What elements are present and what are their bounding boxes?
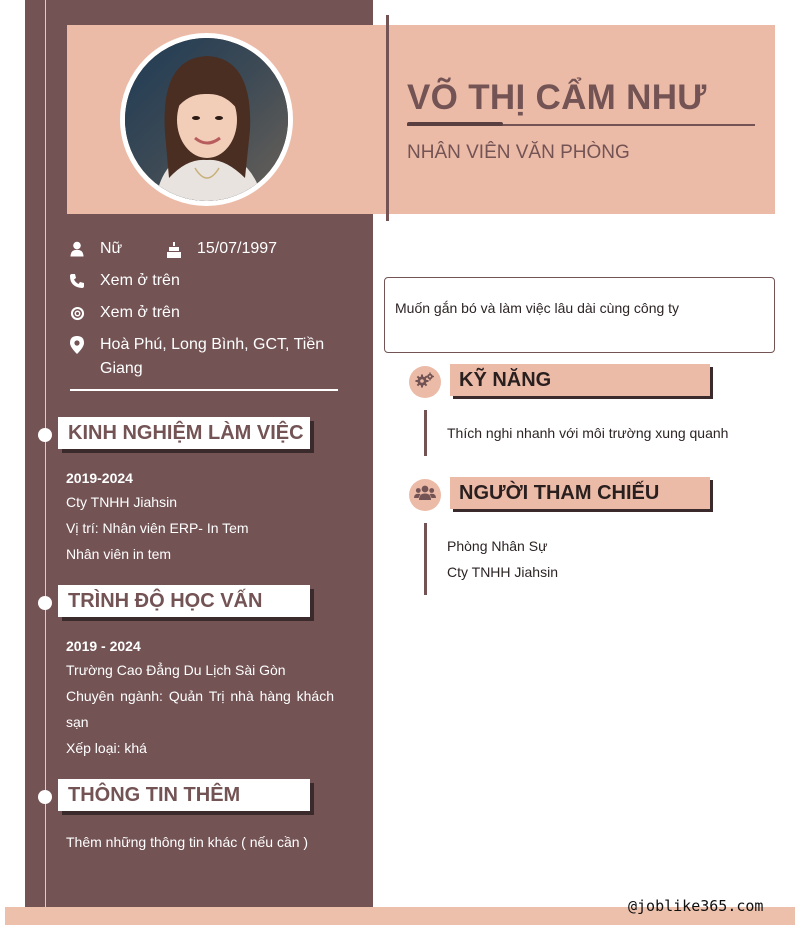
phone-value: Xem ở trên <box>100 272 180 289</box>
birthday-row <box>165 237 277 261</box>
skills-icon-badge <box>409 366 441 398</box>
watermark: @joblike365.com <box>628 897 764 915</box>
contact-divider <box>70 389 338 391</box>
objective-box <box>384 277 775 353</box>
users-icon <box>414 485 436 506</box>
experience-detail: Nhân viên in tem <box>66 546 172 562</box>
gears-icon <box>415 372 435 393</box>
map-pin-icon <box>68 333 86 357</box>
education-school: Trường Cao Đẳng Du Lịch Sài Gòn <box>66 662 286 678</box>
experience-position: Vị trí: Nhân viên ERP- In Tem <box>66 520 249 536</box>
skills-vertical-line <box>424 410 427 456</box>
experience-block <box>66 465 334 567</box>
references-line-1: Phòng Nhân Sự <box>447 538 548 554</box>
job-title: NHÂN VIÊN VĂN PHÒNG <box>407 142 630 163</box>
skills-item: Thích nghi nhanh với môi trường xung quanh <box>447 425 729 441</box>
phone-icon <box>68 269 86 293</box>
experience-period: 2019-2024 <box>66 470 133 486</box>
email-row <box>68 301 180 325</box>
references-vertical-line <box>424 523 427 595</box>
education-rank: Xếp loại: khá <box>66 740 147 756</box>
education-major: Chuyên ngành: Quản Trị nhà hàng khách sạn <box>66 688 334 730</box>
avatar <box>120 33 293 206</box>
header-divider <box>386 15 389 221</box>
experience-heading: KINH NGHIỆM LÀM VIỆC <box>58 417 310 449</box>
address-row <box>68 333 328 381</box>
education-heading: TRÌNH ĐỘ HỌC VẤN <box>58 585 310 617</box>
extra-heading: THÔNG TIN THÊM <box>58 779 310 811</box>
education-block <box>66 633 334 761</box>
address-value: Hoà Phú, Long Bình, GCT, Tiền Giang <box>100 336 325 377</box>
birthday-value: 15/07/1997 <box>197 240 278 257</box>
skills-heading: KỸ NĂNG <box>450 364 710 396</box>
at-icon <box>68 301 86 325</box>
cake-icon <box>165 237 183 261</box>
email-value: Xem ở trên <box>100 304 180 321</box>
experience-company: Cty TNHH Jiahsin <box>66 494 177 510</box>
education-period: 2019 - 2024 <box>66 638 141 654</box>
user-icon <box>68 237 86 261</box>
extra-text: Thêm những thông tin khác ( nếu cần ) <box>66 834 309 850</box>
experience-timeline-dot <box>38 428 52 442</box>
gender-row <box>68 237 122 261</box>
objective-text: Muốn gắn bó và làm việc lâu dài cùng công ty <box>395 300 680 316</box>
references-line-2: Cty TNHH Jiahsin <box>447 564 558 580</box>
sidebar-timeline-line <box>45 0 46 925</box>
candidate-name: VÕ THỊ CẨM NHƯ <box>407 78 707 117</box>
name-underline-accent <box>407 122 503 126</box>
gender-value: Nữ <box>100 240 123 257</box>
references-icon-badge <box>409 479 441 511</box>
phone-row <box>68 269 180 293</box>
education-timeline-dot <box>38 596 52 610</box>
extra-timeline-dot <box>38 790 52 804</box>
references-heading: NGƯỜI THAM CHIẾU <box>450 477 710 509</box>
